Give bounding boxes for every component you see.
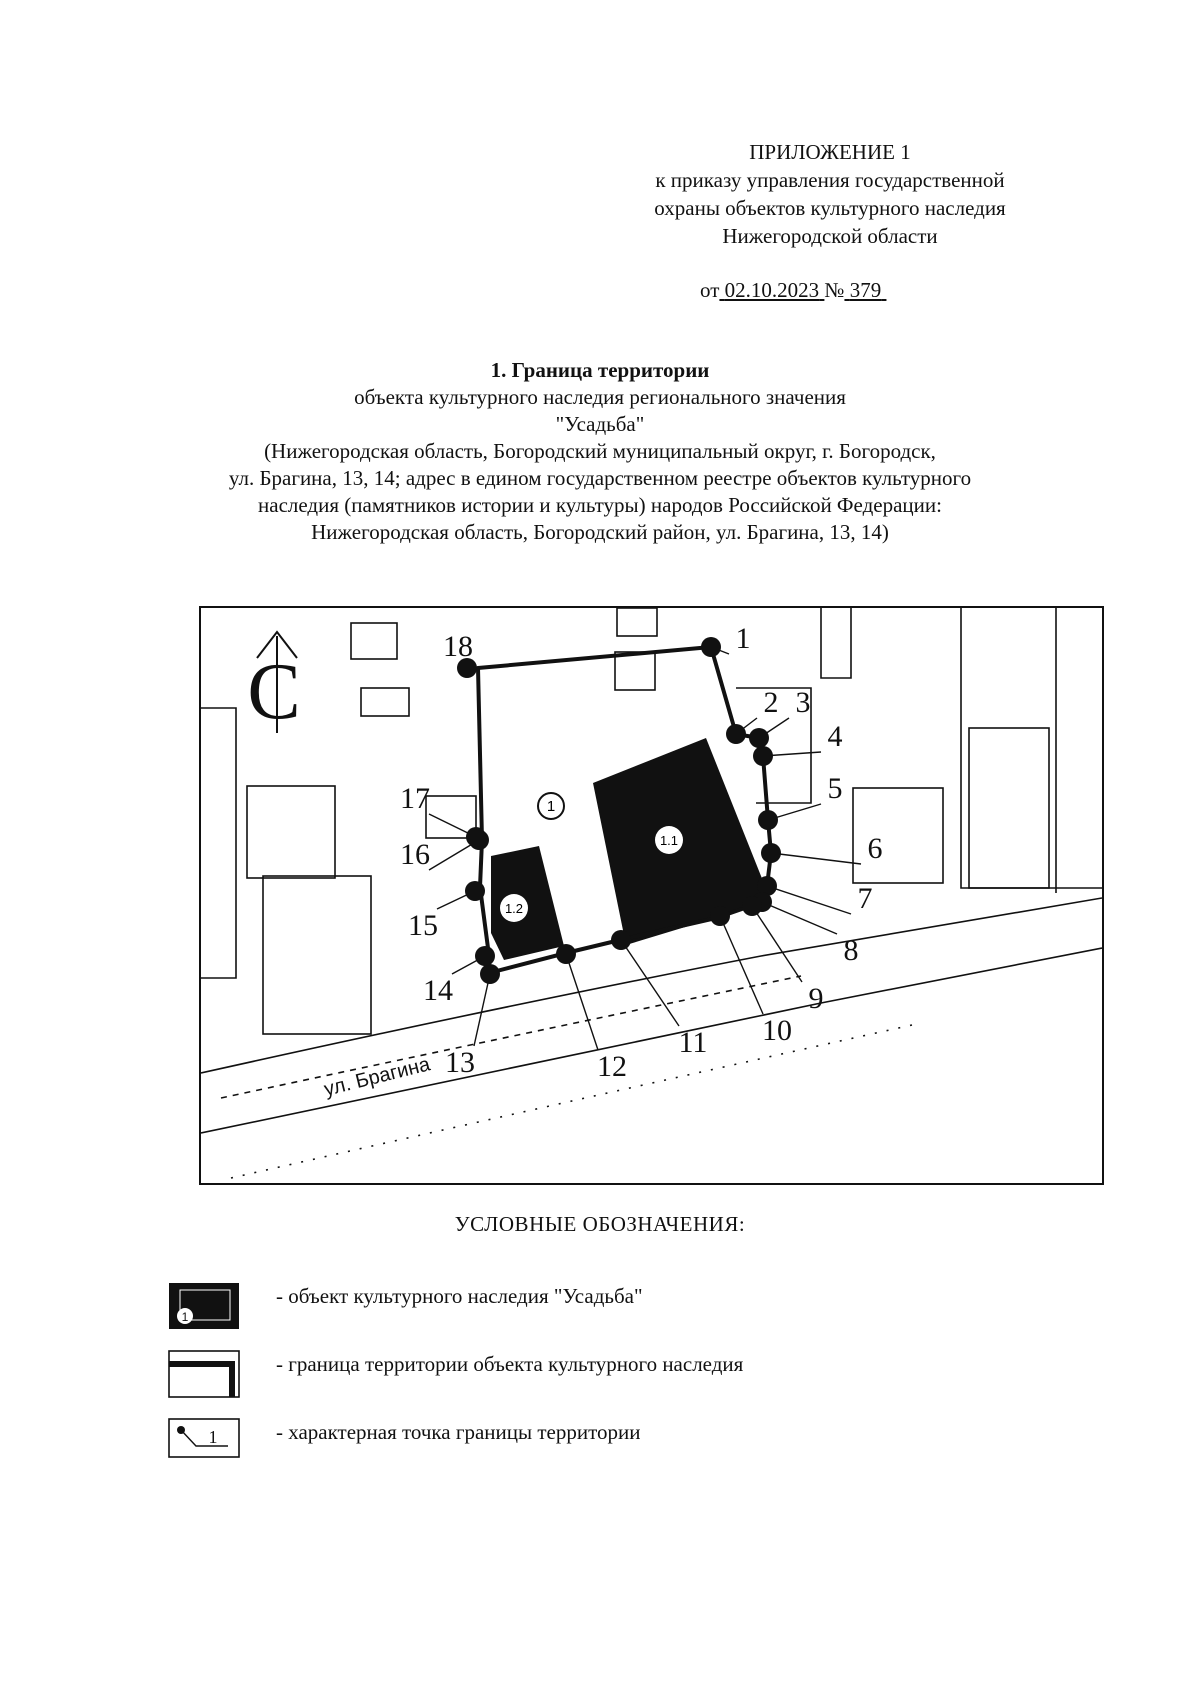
north-arrow-label: С [247, 648, 301, 736]
bg-building [853, 788, 943, 883]
object-marker-label: 1 [546, 798, 556, 815]
bg-building [263, 876, 371, 1034]
boundary-point-marker [701, 637, 721, 657]
title-line-2: "Усадьба" [555, 412, 645, 436]
heritage-object-symbol-icon [168, 1282, 240, 1330]
boundary-point-label: 2 [763, 686, 779, 719]
boundary-point-label: 8 [843, 934, 859, 967]
order-number-sign: № [824, 278, 845, 302]
order-reference [700, 278, 886, 303]
boundary-point-marker [480, 964, 500, 984]
boundary-point-label: 15 [408, 909, 438, 942]
boundary-point-marker [749, 728, 769, 748]
boundary-point-label: 16 [400, 838, 430, 871]
title-heading: 1. Граница территории [490, 358, 710, 382]
boundary-point-leader [474, 974, 490, 1046]
boundary-point-marker [710, 906, 730, 926]
order-number: 379 [849, 278, 882, 302]
boundary-point-label: 3 [795, 686, 811, 719]
bg-building [201, 708, 236, 978]
boundary-point-label: 6 [867, 832, 883, 865]
appendix-line-2: к приказу управления государственной [655, 168, 1005, 192]
boundary-point-leader [621, 940, 679, 1026]
boundary-point-marker [742, 896, 762, 916]
bg-building [351, 623, 397, 659]
boundary-point-marker [611, 930, 631, 950]
appendix-line-3: охраны объектов культурного наследия [654, 196, 1006, 220]
boundary-point-symbol-label: 1 [208, 1427, 218, 1447]
heritage-symbol-label: 1 [181, 1310, 189, 1324]
street-label: ул. Брагина [321, 1053, 433, 1101]
boundary-point-label: 10 [762, 1014, 792, 1047]
boundary-point-marker [556, 944, 576, 964]
boundary-point-label: 18 [443, 630, 473, 663]
boundary-point-label: 12 [597, 1050, 627, 1083]
boundary-point-marker [761, 843, 781, 863]
title-line-3: (Нижегородская область, Богородский муниципальный округ, г. Богородск, [264, 439, 936, 463]
boundary-point-leader [720, 916, 763, 1014]
boundary-point-label: 7 [857, 882, 873, 915]
boundary-point-marker [475, 946, 495, 966]
bg-building [821, 608, 851, 678]
bg-building [617, 608, 657, 636]
title-line-1: объекта культурного наследия регионального значения [354, 385, 846, 409]
appendix-header [600, 138, 1060, 250]
legend-title: УСЛОВНЫЕ ОБОЗНАЧЕНИЯ: [454, 1212, 746, 1236]
boundary-point-symbol-icon [168, 1418, 240, 1458]
boundary-point-label: 1 [735, 622, 751, 655]
bg-building [247, 786, 335, 878]
road-dots [231, 1023, 921, 1178]
heritage-buildings [491, 738, 771, 960]
building-label-1-2: 1.2 [504, 901, 524, 916]
boundary-point-marker [726, 724, 746, 744]
order-date: 02.10.2023 [724, 278, 820, 302]
appendix-line-4: Нижегородской области [722, 224, 938, 248]
title-line-4: ул. Брагина, 13, 14; адрес в едином государственном реестре объектов культурного [228, 466, 972, 490]
legend-text-boundary-line: - граница территории объекта культурного наследия [276, 1352, 744, 1376]
bg-building [961, 608, 1102, 888]
boundary-map [199, 606, 1104, 1185]
title-line-5: наследия (памятников истории и культуры) народов Российской Федерации: [258, 493, 942, 517]
boundary-point-label: 4 [827, 720, 843, 753]
road-edges [201, 898, 1102, 1178]
boundary-point-marker [465, 881, 485, 901]
boundary-point-label: 9 [808, 982, 824, 1015]
appendix-title: ПРИЛОЖЕНИЕ 1 [749, 140, 911, 164]
boundary-point-marker [753, 746, 773, 766]
legend-text-heritage: - объект культурного наследия "Усадьба" [276, 1284, 643, 1308]
document-title [150, 357, 1050, 546]
map-drawing [201, 608, 1102, 1183]
boundary-point-label: 14 [423, 974, 453, 1007]
boundary-point-label: 17 [400, 782, 430, 815]
boundary-point-marker [758, 810, 778, 830]
building-label-1-1: 1.1 [659, 833, 679, 848]
title-line-6: Нижегородская область, Богородский район, ул. Брагина, 13, 14) [311, 520, 889, 544]
legend-text-boundary-point: - характерная точка границы территории [276, 1420, 641, 1444]
bg-building [615, 652, 655, 690]
bg-building [361, 688, 409, 716]
boundary-point-label: 11 [678, 1026, 708, 1059]
road-centerline [221, 976, 801, 1098]
order-prefix: от [700, 278, 720, 302]
boundary-point-marker [466, 827, 486, 847]
boundary-point-label: 13 [445, 1046, 475, 1079]
bg-building [969, 728, 1049, 888]
north-arrow [247, 632, 300, 736]
boundary-point-label: 5 [827, 772, 843, 805]
road-edge-south [201, 948, 1102, 1133]
boundary-line-symbol-icon [168, 1350, 240, 1398]
boundary-point-leader [752, 906, 802, 982]
boundary-point-leader [771, 853, 861, 864]
boundary-point-leader [566, 954, 598, 1050]
boundary-point-leader [762, 902, 837, 934]
